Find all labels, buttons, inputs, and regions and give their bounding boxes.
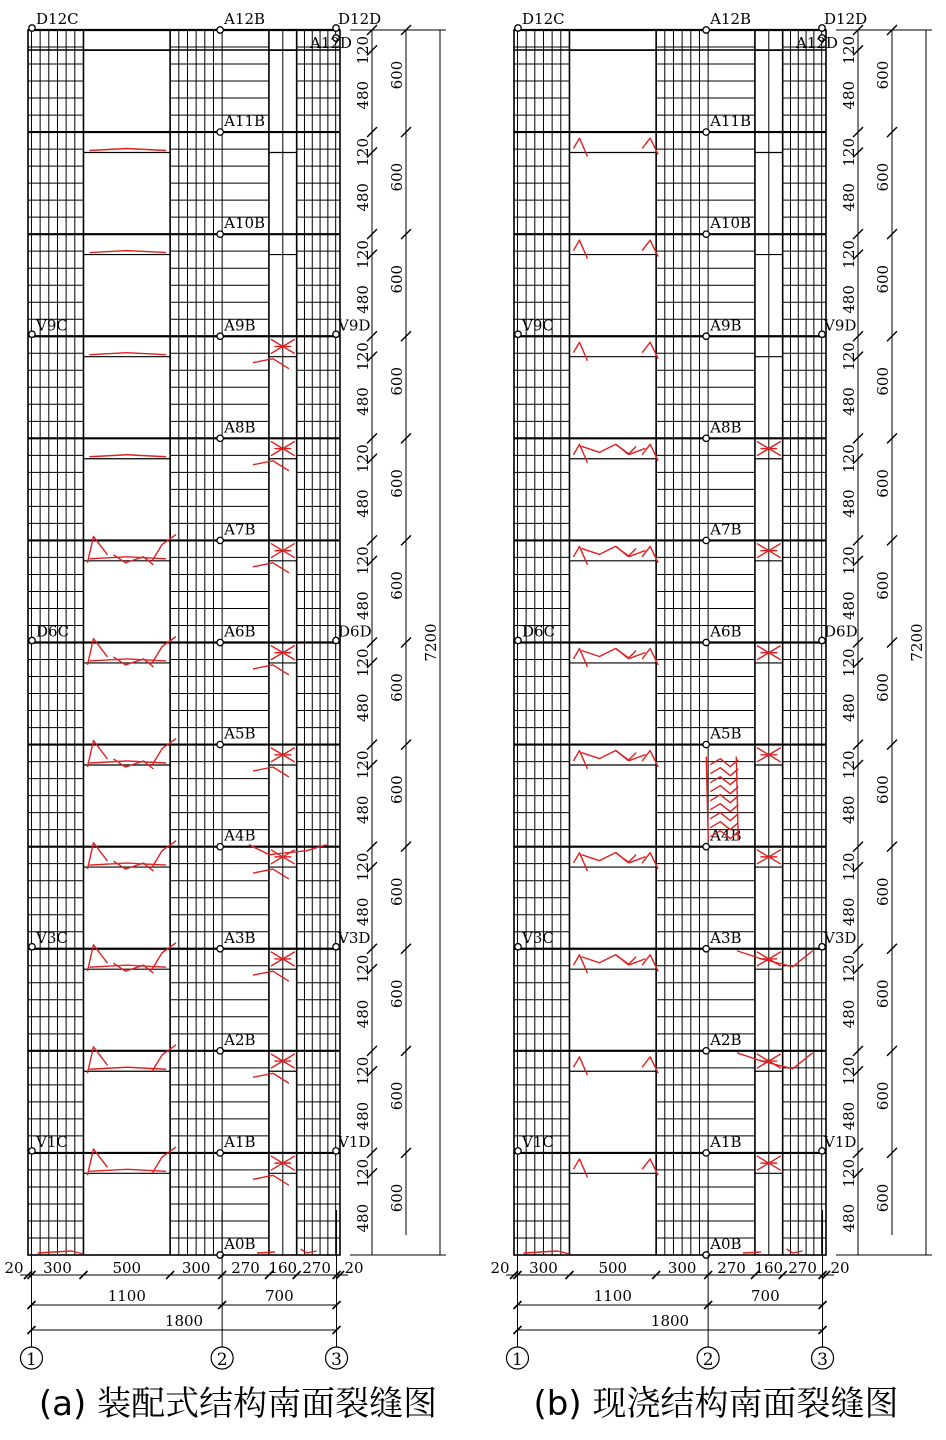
crack-cluster bbox=[710, 759, 738, 767]
node-circle bbox=[703, 129, 709, 135]
crack-line bbox=[253, 1073, 289, 1083]
node-label-left: V9C bbox=[36, 316, 68, 335]
dim-label-120: 120 bbox=[840, 342, 858, 371]
crack-line bbox=[787, 1249, 803, 1253]
node-label-center: A3B bbox=[224, 928, 256, 947]
node-label-right: D6D bbox=[824, 622, 858, 641]
node-circle bbox=[703, 946, 709, 952]
crack-line bbox=[253, 563, 289, 573]
node-label-right: V1D bbox=[824, 1132, 857, 1151]
dim-label-480: 480 bbox=[840, 183, 858, 212]
node-label-right: V9D bbox=[338, 316, 371, 335]
dim-label-bottom: 20 bbox=[490, 1259, 510, 1277]
crack-line bbox=[89, 149, 166, 151]
dim-label-600: 600 bbox=[388, 877, 406, 907]
crack-cluster bbox=[710, 813, 738, 821]
node-label-center: A9B bbox=[710, 316, 742, 335]
dim-label-480: 480 bbox=[354, 897, 372, 927]
node-circle bbox=[703, 741, 709, 747]
node-label-left: V9C bbox=[522, 316, 554, 335]
node-circle bbox=[217, 946, 223, 952]
dim-label-480: 480 bbox=[354, 999, 372, 1029]
node-label-inner: A12D bbox=[310, 34, 352, 52]
node-label-center: A8B bbox=[224, 418, 256, 437]
dim-label-120: 120 bbox=[354, 954, 372, 984]
crack-line bbox=[581, 955, 645, 965]
dim-label-600: 600 bbox=[874, 1081, 892, 1111]
dim-label-700: 700 bbox=[751, 1287, 780, 1305]
dim-label-480: 480 bbox=[354, 795, 372, 825]
dim-label-480: 480 bbox=[354, 285, 372, 314]
crack-line bbox=[743, 1252, 761, 1253]
dim-label-120: 120 bbox=[840, 750, 858, 780]
dim-label-bottom: 300 bbox=[529, 1259, 558, 1277]
dim-label-480: 480 bbox=[840, 1203, 858, 1233]
dim-label-600: 600 bbox=[388, 1081, 406, 1111]
dim-label-bottom: 270 bbox=[788, 1259, 817, 1277]
crack-line bbox=[253, 665, 289, 675]
crack-line bbox=[89, 251, 166, 253]
dim-label-480: 480 bbox=[354, 693, 372, 723]
node-circle bbox=[703, 27, 709, 33]
dim-label-120: 120 bbox=[354, 1056, 372, 1086]
node-label-right: V1D bbox=[338, 1132, 371, 1151]
dim-label-bottom: 20 bbox=[830, 1259, 850, 1277]
node-label-center: A1B bbox=[224, 1132, 256, 1151]
axis-marker-label: 1 bbox=[512, 1350, 523, 1370]
node-circle bbox=[217, 27, 223, 33]
node-label-center: A11B bbox=[224, 112, 266, 131]
crack-line bbox=[152, 534, 176, 560]
node-circle bbox=[217, 843, 223, 849]
node-label-center: A4B bbox=[224, 826, 256, 845]
crack-line bbox=[581, 649, 645, 659]
dim-label-480: 480 bbox=[840, 897, 858, 927]
crack-cluster bbox=[710, 786, 738, 794]
dim-label-120: 120 bbox=[354, 1158, 372, 1188]
node-label-left: D6C bbox=[36, 622, 70, 641]
node-circle bbox=[703, 231, 709, 237]
dim-label-120: 120 bbox=[354, 546, 372, 575]
dim-label-1100: 1100 bbox=[593, 1287, 632, 1305]
dim-label-480: 480 bbox=[354, 183, 372, 212]
dim-label-120: 120 bbox=[840, 546, 858, 575]
node-label-left: V1C bbox=[522, 1132, 554, 1151]
node-label-center: A12B bbox=[224, 10, 266, 28]
crack-line bbox=[253, 359, 289, 369]
node-label-center: A3B bbox=[710, 928, 742, 947]
node-label-center: A9B bbox=[224, 316, 256, 335]
crack-line bbox=[573, 1057, 587, 1075]
node-label-center: A8B bbox=[710, 418, 742, 437]
caption-b: (b) 现浇结构南面裂缝图 bbox=[533, 1384, 899, 1424]
dim-label-bottom: 270 bbox=[302, 1259, 331, 1277]
dim-label-120: 120 bbox=[840, 648, 858, 678]
dim-label-bottom: 300 bbox=[43, 1259, 72, 1277]
node-circle bbox=[703, 537, 709, 543]
crack-line bbox=[152, 841, 176, 867]
dim-label-480: 480 bbox=[840, 489, 858, 518]
dim-label-480: 480 bbox=[840, 1101, 858, 1131]
node-label-center: A10B bbox=[710, 214, 752, 233]
node-label-right: V9D bbox=[824, 316, 857, 335]
crack-cluster bbox=[710, 768, 738, 776]
dim-label-600: 600 bbox=[874, 366, 892, 396]
dim-label-600: 600 bbox=[874, 673, 892, 702]
dim-label-600: 600 bbox=[388, 979, 406, 1009]
dim-label-bottom: 300 bbox=[667, 1259, 697, 1277]
node-label-left: D6C bbox=[522, 622, 556, 641]
dim-label-120: 120 bbox=[354, 648, 372, 678]
node-circle bbox=[29, 1148, 35, 1154]
crack-line bbox=[253, 869, 289, 879]
dim-label-600: 600 bbox=[388, 264, 406, 294]
node-circle bbox=[515, 637, 521, 643]
crack-line bbox=[152, 943, 176, 969]
crack-line bbox=[573, 240, 587, 258]
node-label-right: D6D bbox=[338, 622, 372, 641]
dim-label-bottom: 270 bbox=[231, 1259, 260, 1277]
node-circle bbox=[217, 129, 223, 135]
dim-label-120: 120 bbox=[354, 240, 372, 269]
crack-line bbox=[113, 861, 153, 871]
dim-label-600: 600 bbox=[874, 162, 892, 192]
node-circle bbox=[217, 333, 223, 339]
dim-label-120: 120 bbox=[840, 240, 858, 269]
node-label-center: A7B bbox=[710, 520, 742, 539]
node-label-center: A1B bbox=[710, 1132, 742, 1151]
node-circle bbox=[217, 537, 223, 543]
crack-cluster bbox=[710, 804, 738, 812]
crack-line bbox=[573, 1159, 587, 1177]
dim-label-600: 600 bbox=[874, 264, 892, 294]
node-circle bbox=[703, 1048, 709, 1054]
dim-label-700: 700 bbox=[265, 1287, 294, 1305]
axis-marker-label: 2 bbox=[702, 1350, 714, 1370]
crack-line bbox=[89, 353, 166, 355]
node-circle bbox=[217, 231, 223, 237]
crack-line bbox=[152, 1147, 176, 1173]
dim-label-600: 600 bbox=[874, 979, 892, 1009]
crack-line bbox=[581, 853, 645, 863]
dim-label-120: 120 bbox=[840, 954, 858, 984]
dim-label-600: 600 bbox=[388, 162, 406, 192]
node-circle bbox=[703, 639, 709, 645]
crack-line bbox=[113, 555, 153, 565]
dim-label-120: 120 bbox=[354, 852, 372, 882]
dim-label-120: 120 bbox=[840, 137, 858, 167]
node-circle bbox=[515, 25, 521, 31]
dim-label-600: 600 bbox=[874, 775, 892, 804]
dim-label-480: 480 bbox=[840, 591, 858, 620]
dim-label-1100: 1100 bbox=[107, 1287, 146, 1305]
caption-a: (a) 装配式结构南面裂缝图 bbox=[38, 1384, 438, 1424]
crack-line bbox=[113, 657, 153, 667]
node-label-center: A5B bbox=[710, 724, 742, 743]
node-label-center: A5B bbox=[224, 724, 256, 743]
crack-line bbox=[253, 971, 289, 981]
dim-label-480: 480 bbox=[840, 795, 858, 825]
node-circle bbox=[29, 25, 35, 31]
node-circle bbox=[515, 944, 521, 950]
axis-marker-label: 2 bbox=[216, 1350, 228, 1370]
node-circle bbox=[703, 843, 709, 849]
dim-label-480: 480 bbox=[354, 489, 372, 518]
node-label-center: A11B bbox=[710, 112, 752, 131]
crack-line bbox=[113, 963, 153, 973]
crack-line bbox=[581, 444, 645, 454]
crack-line bbox=[113, 759, 153, 769]
dim-label-600: 600 bbox=[874, 1183, 892, 1213]
dim-label-120: 120 bbox=[354, 342, 372, 371]
dim-label-480: 480 bbox=[840, 80, 858, 110]
dim-label-120: 120 bbox=[354, 35, 372, 65]
dim-label-1800: 1800 bbox=[650, 1312, 690, 1330]
dim-label-120: 120 bbox=[840, 35, 858, 65]
dim-label-480: 480 bbox=[354, 1101, 372, 1131]
dim-label-1800: 1800 bbox=[164, 1312, 204, 1330]
dim-label-600: 600 bbox=[874, 571, 892, 600]
dim-label-120: 120 bbox=[840, 852, 858, 882]
crack-line bbox=[37, 1251, 83, 1254]
dim-label-480: 480 bbox=[840, 999, 858, 1029]
crack-line bbox=[89, 455, 166, 457]
node-circle bbox=[29, 944, 35, 950]
crack-line bbox=[581, 546, 645, 556]
crack-line bbox=[152, 637, 176, 663]
dim-label-bottom: 20 bbox=[344, 1259, 364, 1277]
crack-line bbox=[152, 1045, 176, 1071]
dim-label-120: 120 bbox=[354, 137, 372, 167]
node-label-center: A7B bbox=[224, 520, 256, 539]
crack-line bbox=[257, 1252, 275, 1253]
node-label-left: D12C bbox=[36, 10, 79, 28]
node-circle bbox=[703, 435, 709, 441]
node-label-center: A12B bbox=[710, 10, 752, 28]
dim-label-120: 120 bbox=[354, 444, 372, 473]
node-label-center: A4B bbox=[710, 826, 742, 845]
crack-cluster bbox=[710, 777, 738, 785]
node-label-center: A6B bbox=[224, 622, 256, 641]
dim-label-bottom: 20 bbox=[4, 1259, 24, 1277]
dim-label-bottom: 160 bbox=[754, 1259, 784, 1277]
node-label-center: A2B bbox=[710, 1030, 742, 1049]
node-label-left: V3C bbox=[36, 928, 68, 947]
node-label-center: A0B bbox=[710, 1235, 742, 1253]
dim-label-600: 600 bbox=[388, 775, 406, 804]
crack-line bbox=[581, 751, 645, 761]
node-label-inner: A12D bbox=[796, 34, 838, 52]
dim-label-480: 480 bbox=[840, 387, 858, 416]
crack-line bbox=[253, 1175, 289, 1185]
dim-label-120: 120 bbox=[840, 1056, 858, 1086]
dim-label-bottom: 270 bbox=[717, 1259, 746, 1277]
crack-line bbox=[573, 138, 587, 156]
node-circle bbox=[29, 331, 35, 337]
node-circle bbox=[217, 639, 223, 645]
dim-label-bottom: 160 bbox=[268, 1259, 298, 1277]
dim-label-480: 480 bbox=[354, 387, 372, 416]
dim-label-bottom: 300 bbox=[181, 1259, 211, 1277]
crack-line bbox=[152, 739, 176, 765]
dim-label-bottom: 500 bbox=[112, 1259, 142, 1277]
node-circle bbox=[217, 1048, 223, 1054]
panel-a bbox=[4, 10, 446, 1370]
node-label-right: V3D bbox=[338, 928, 371, 947]
dim-label-480: 480 bbox=[354, 1203, 372, 1233]
dim-label-600: 600 bbox=[388, 366, 406, 396]
node-label-right: V3D bbox=[824, 928, 857, 947]
node-label-left: V1C bbox=[36, 1132, 68, 1151]
dim-label-480: 480 bbox=[840, 693, 858, 723]
panel-b bbox=[490, 10, 932, 1370]
node-circle bbox=[703, 333, 709, 339]
dim-label-600: 600 bbox=[388, 571, 406, 600]
node-circle bbox=[515, 331, 521, 337]
axis-marker-label: 3 bbox=[331, 1350, 342, 1370]
crack-line bbox=[523, 1251, 569, 1254]
dim-label-600: 600 bbox=[874, 877, 892, 907]
node-label-right: D12D bbox=[338, 10, 382, 28]
dim-label-600: 600 bbox=[388, 60, 406, 90]
node-label-left: V3C bbox=[522, 928, 554, 947]
dim-label-total: 7200 bbox=[908, 623, 926, 662]
crack-line bbox=[573, 342, 587, 360]
dim-label-total: 7200 bbox=[422, 623, 440, 662]
node-circle bbox=[515, 1148, 521, 1154]
node-circle bbox=[217, 1150, 223, 1156]
node-label-left: D12C bbox=[522, 10, 565, 28]
axis-marker-label: 1 bbox=[26, 1350, 37, 1370]
dim-label-600: 600 bbox=[388, 469, 406, 498]
node-label-center: A10B bbox=[224, 214, 266, 233]
dim-label-120: 120 bbox=[840, 1158, 858, 1188]
crack-line bbox=[253, 461, 289, 471]
node-circle bbox=[29, 637, 35, 643]
dim-label-120: 120 bbox=[840, 444, 858, 473]
node-circle bbox=[217, 741, 223, 747]
dim-label-480: 480 bbox=[354, 591, 372, 620]
node-label-center: A0B bbox=[224, 1235, 256, 1253]
dim-label-600: 600 bbox=[388, 673, 406, 702]
node-circle bbox=[703, 1150, 709, 1156]
axis-marker-label: 3 bbox=[817, 1350, 828, 1370]
dim-label-bottom: 500 bbox=[598, 1259, 628, 1277]
dim-label-480: 480 bbox=[840, 285, 858, 314]
crack-line bbox=[301, 1249, 317, 1253]
dim-label-600: 600 bbox=[874, 469, 892, 498]
node-label-right: D12D bbox=[824, 10, 868, 28]
node-circle bbox=[217, 435, 223, 441]
node-label-center: A2B bbox=[224, 1030, 256, 1049]
dim-label-120: 120 bbox=[354, 750, 372, 780]
dim-label-480: 480 bbox=[354, 80, 372, 110]
dim-label-600: 600 bbox=[388, 1183, 406, 1213]
node-label-center: A6B bbox=[710, 622, 742, 641]
dim-label-600: 600 bbox=[874, 60, 892, 90]
crack-line bbox=[253, 767, 289, 777]
